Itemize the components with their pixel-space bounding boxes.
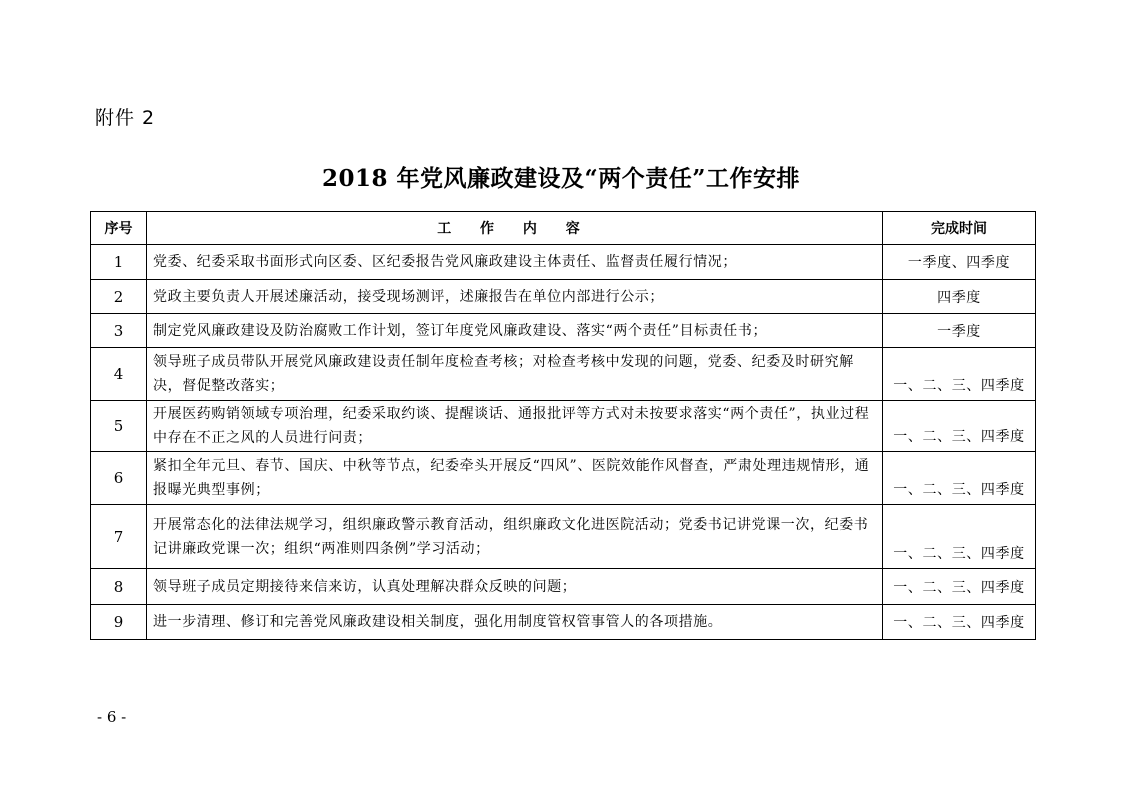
row-index: 8	[91, 569, 147, 605]
header-content: 工 作 内 容	[147, 212, 883, 245]
row-time: 一、二、三、四季度	[883, 401, 1036, 452]
page-number: - 6 -	[97, 708, 127, 726]
row-time: 一、二、三、四季度	[883, 348, 1036, 401]
row-index: 5	[91, 401, 147, 452]
table-row	[91, 348, 1036, 401]
row-index: 3	[91, 314, 147, 348]
table-row	[91, 280, 1036, 314]
row-time: 四季度	[883, 280, 1036, 314]
row-index: 2	[91, 280, 147, 314]
row-content: 进一步清理、修订和完善党风廉政建设相关制度，强化用制度管权管事管人的各项措施。	[147, 605, 883, 640]
row-index: 1	[91, 245, 147, 280]
table-row	[91, 452, 1036, 505]
row-time: 一、二、三、四季度	[883, 505, 1036, 569]
row-time: 一、二、三、四季度	[883, 452, 1036, 505]
table-row	[91, 245, 1036, 280]
row-time: 一季度	[883, 314, 1036, 348]
row-time: 一、二、三、四季度	[883, 605, 1036, 640]
row-content: 党委、纪委采取书面形式向区委、区纪委报告党风廉政建设主体责任、监督责任履行情况；	[147, 245, 883, 280]
row-index: 6	[91, 452, 147, 505]
row-content: 开展医药购销领域专项治理，纪委采取约谈、提醒谈话、通报批评等方式对未按要求落实“两个责任”，执业过程中存在不正之风的人员进行问责；	[147, 401, 883, 452]
row-content: 紧扣全年元旦、春节、国庆、中秋等节点，纪委牵头开展反“四风”、医院效能作风督查，严肃处理违规情形，通报曝光典型事例；	[147, 452, 883, 505]
row-content: 制定党风廉政建设及防治腐败工作计划，签订年度党风廉政建设、落实“两个责任”目标责任书；	[147, 314, 883, 348]
work-plan-table	[90, 211, 1036, 640]
document-title: 2018 年党风廉政建设及“两个责任”工作安排	[322, 165, 800, 192]
table-row	[91, 569, 1036, 605]
row-index: 4	[91, 348, 147, 401]
row-index: 7	[91, 505, 147, 569]
row-content: 领导班子成员定期接待来信来访，认真处理解决群众反映的问题；	[147, 569, 883, 605]
attachment-label: 附件 2	[95, 107, 156, 129]
row-content: 领导班子成员带队开展党风廉政建设责任制年度检查考核；对检查考核中发现的问题，党委、纪委及时研究解决，督促整改落实；	[147, 348, 883, 401]
table-row	[91, 401, 1036, 452]
row-time: 一季度、四季度	[883, 245, 1036, 280]
table-header-row	[91, 212, 1036, 245]
row-index: 9	[91, 605, 147, 640]
table-row	[91, 505, 1036, 569]
row-content: 党政主要负责人开展述廉活动，接受现场测评，述廉报告在单位内部进行公示；	[147, 280, 883, 314]
row-time: 一、二、三、四季度	[883, 569, 1036, 605]
table-row	[91, 605, 1036, 640]
header-index: 序号	[91, 212, 147, 245]
header-time: 完成时间	[883, 212, 1036, 245]
row-content: 开展常态化的法律法规学习，组织廉政警示教育活动，组织廉政文化进医院活动；党委书记讲党课一次，纪委书记讲廉政党课一次；组织“两准则四条例”学习活动；	[147, 505, 883, 569]
table-row	[91, 314, 1036, 348]
